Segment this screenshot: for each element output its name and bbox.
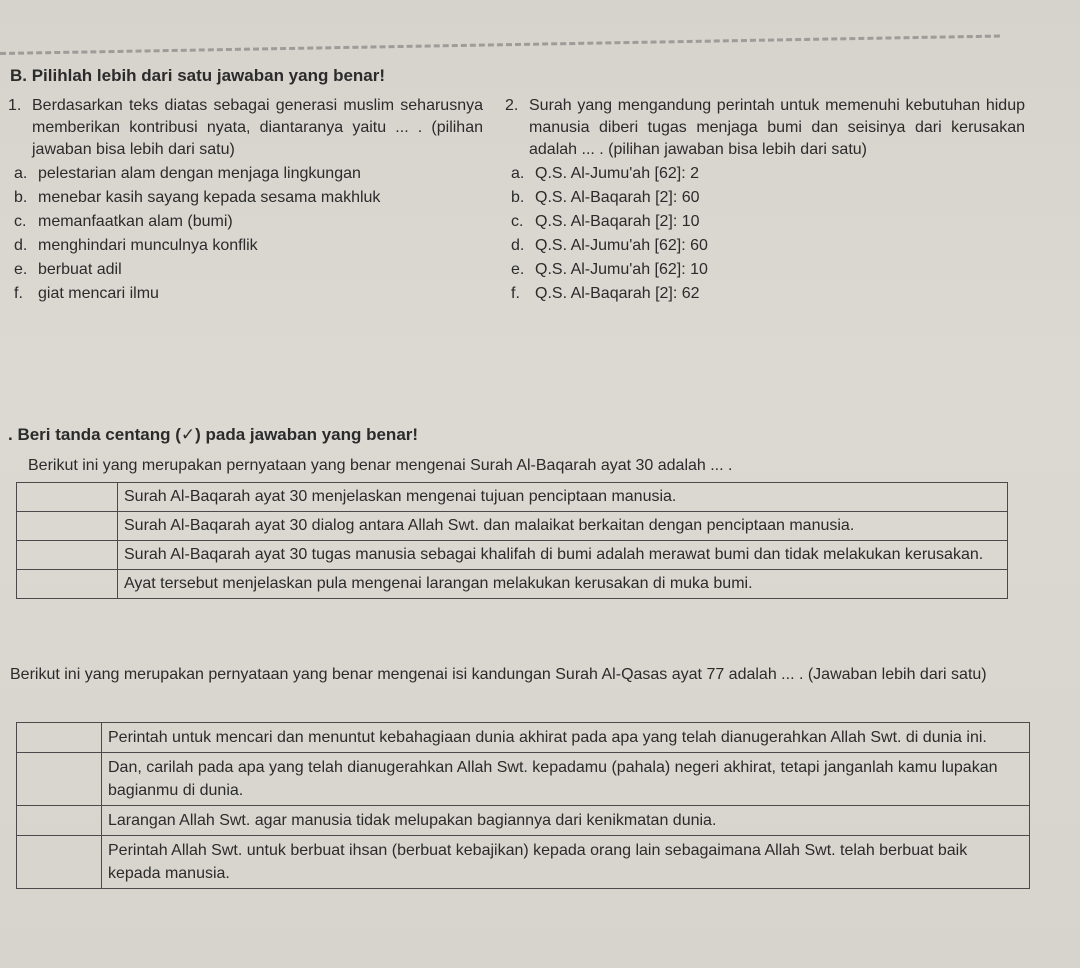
statement-cell: Larangan Allah Swt. agar manusia tidak melupakan bagiannya dari kenikmatan dunia. <box>102 806 1030 836</box>
table-row <box>17 541 1008 570</box>
checkbox-cell[interactable] <box>17 512 118 541</box>
table-row <box>17 483 1008 512</box>
statement-cell: Dan, carilah pada apa yang telah dianugerahkan Allah Swt. kepadamu (pahala) negeri akhirat, tetapi janganlah kamu lupakan bagianmu di dunia. <box>102 753 1030 806</box>
table-row <box>17 570 1008 599</box>
question-number: 1. <box>8 97 22 114</box>
statement-cell: Perintah untuk mencari dan menuntut kebahagiaan dunia akhirat pada apa yang telah dianugerahkan Allah Swt. di dunia ini. <box>102 723 1030 753</box>
question-number: 2. <box>505 97 519 114</box>
checklist-table-1 <box>16 482 1008 599</box>
option-a[interactable]: a. pelestarian alam dengan menjaga lingkungan <box>14 165 361 182</box>
statement-cell: Perintah Allah Swt. untuk berbuat ihsan (berbuat kebajikan) kepada orang lain sebagaimana Allah Swt. telah berbuat baik kepada manusia. <box>102 836 1030 889</box>
question-text: Berdasarkan teks diatas sebagai generasi muslim seharusnya memberikan kontribusi nyata, diantaranya yaitu ... . (pilihan jawaban bisa lebih dari satu) <box>32 97 483 158</box>
checkbox-cell[interactable] <box>17 753 102 806</box>
option-f[interactable]: f. Q.S. Al-Baqarah [2]: 62 <box>511 285 700 302</box>
dashed-separator <box>0 35 1000 61</box>
checklist-table-2 <box>16 722 1030 889</box>
checkbox-cell[interactable] <box>17 541 118 570</box>
statement-cell: Surah Al-Baqarah ayat 30 dialog antara Allah Swt. dan malaikat berkaitan dengan penciptaan manusia. <box>118 512 1008 541</box>
table-row <box>17 723 1030 753</box>
question-2 <box>505 95 1025 305</box>
option-f[interactable]: f. giat mencari ilmu <box>14 285 159 302</box>
table-row <box>17 806 1030 836</box>
option-c[interactable]: c. Q.S. Al-Baqarah [2]: 10 <box>511 213 700 230</box>
checkbox-cell[interactable] <box>17 836 102 889</box>
checklist-2-prompt: Berikut ini yang merupakan pernyataan yang benar mengenai isi kandungan Surah Al-Qasas ayat 77 adalah ... . (Jawaban lebih dari satu) <box>10 666 987 683</box>
section-b-title: B. Pilihlah lebih dari satu jawaban yang benar! <box>10 66 386 85</box>
option-c[interactable]: c. memanfaatkan alam (bumi) <box>14 213 233 230</box>
option-e[interactable]: e. berbuat adil <box>14 261 122 278</box>
table-row <box>17 753 1030 806</box>
statement-cell: Surah Al-Baqarah ayat 30 menjelaskan mengenai tujuan penciptaan manusia. <box>118 483 1008 512</box>
statement-cell: Ayat tersebut menjelaskan pula mengenai larangan melakukan kerusakan di muka bumi. <box>118 570 1008 599</box>
option-b[interactable]: b. Q.S. Al-Baqarah [2]: 60 <box>511 189 700 206</box>
option-e[interactable]: e. Q.S. Al-Jumu'ah [62]: 10 <box>511 261 708 278</box>
section-c-title: . Beri tanda centang (✓) pada jawaban yang benar! <box>8 425 419 444</box>
checkbox-cell[interactable] <box>17 570 118 599</box>
option-a[interactable]: a. Q.S. Al-Jumu'ah [62]: 2 <box>511 165 700 182</box>
checkbox-cell[interactable] <box>17 806 102 836</box>
statement-cell: Surah Al-Baqarah ayat 30 tugas manusia sebagai khalifah di bumi adalah merawat bumi dan tidak melakukan kerusakan. <box>118 541 1008 570</box>
table-row <box>17 512 1008 541</box>
option-d[interactable]: d. menghindari munculnya konflik <box>14 237 258 254</box>
checklist-1-prompt: Berikut ini yang merupakan pernyataan yang benar mengenai Surah Al-Baqarah ayat 30 adalah ... . <box>28 457 733 474</box>
option-d[interactable]: d. Q.S. Al-Jumu'ah [62]: 60 <box>511 237 708 254</box>
checkbox-cell[interactable] <box>17 483 118 512</box>
question-1 <box>8 95 483 305</box>
table-row <box>17 836 1030 889</box>
checkbox-cell[interactable] <box>17 723 102 753</box>
option-b[interactable]: b. menebar kasih sayang kepada sesama makhluk <box>14 189 381 206</box>
question-text: Surah yang mengandung perintah untuk memenuhi kebutuhan hidup manusia diberi tugas menjaga bumi dan seisinya dari kerusakan adalah ... . (pilihan jawaban bisa lebih dari satu) <box>529 97 1025 158</box>
